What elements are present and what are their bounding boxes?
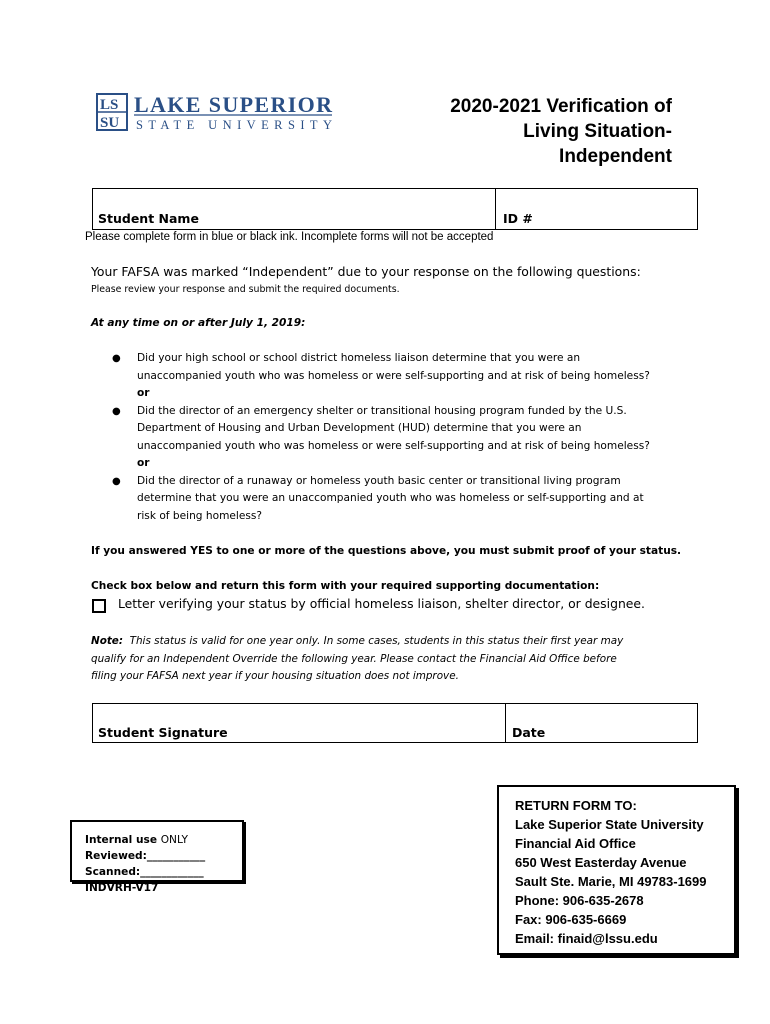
- return-line: Sault Ste. Marie, MI 49783-1699: [515, 874, 707, 889]
- note-lead: Note:: [91, 635, 124, 647]
- question-line: Department of Housing and Urban Development (HUD) determine that you were an: [137, 422, 582, 434]
- bullet-icon: ●: [112, 475, 121, 487]
- return-phone: Phone: 906-635-2678: [515, 893, 644, 908]
- ink-instruction: Please complete form in blue or black ink. Incomplete forms will not be accepted: [85, 231, 494, 243]
- return-fax: Fax: 906-635-6669: [515, 912, 627, 927]
- student-signature-label: Student Signature: [98, 725, 228, 740]
- student-id-label: ID #: [503, 211, 533, 226]
- note-line: This status is valid for one year only. In some cases, students in this status their first year may: [129, 635, 624, 647]
- fafsa-intro: Your FAFSA was marked “Independent” due to your response on the following questions:: [91, 264, 641, 279]
- letter-checkbox-label: Letter verifying your status by official homeless liaison, shelter director, or designee.: [118, 596, 645, 611]
- date-label: Date: [512, 725, 546, 740]
- title-line: Living Situation-: [523, 121, 672, 142]
- question-line: unaccompanied youth who was homeless or were self-supporting and at risk of being homeless?: [137, 439, 650, 452]
- question-line: risk of being homeless?: [137, 509, 263, 522]
- or-separator: or: [137, 457, 150, 469]
- return-address-box: [497, 785, 736, 955]
- university-logo: [96, 93, 336, 133]
- title-line: 2020-2021 Verification of: [450, 96, 672, 117]
- letter-checkbox[interactable]: [92, 599, 106, 613]
- student-info-divider: [495, 189, 496, 229]
- return-heading: RETURN FORM TO:: [515, 798, 637, 813]
- list-item: [112, 350, 702, 385]
- return-email[interactable]: Email: finaid@lssu.edu: [515, 931, 658, 946]
- note-line: qualify for an Independent Override the following year. Please contact the Financial Aid Office before: [91, 652, 617, 665]
- bullet-icon: ●: [112, 405, 121, 417]
- internal-use-box: [70, 820, 244, 894]
- form-title: [342, 94, 672, 169]
- signature-divider: [505, 704, 506, 742]
- date-condition: At any time on or after July 1, 2019:: [91, 317, 306, 329]
- question-line: Did the director of an emergency shelter or transitional housing program funded by the U.S.: [137, 404, 627, 417]
- internal-use-only: ONLY: [160, 834, 188, 846]
- logo-monogram-bottom: SU: [100, 115, 120, 131]
- bullet-icon: ●: [112, 353, 121, 364]
- title-line: Independent: [559, 146, 672, 167]
- logo-name: LAKE SUPERIOR: [134, 93, 332, 117]
- internal-use-title: Internal use: [85, 834, 157, 846]
- question-line: Did the director of a runaway or homeless youth basic center or transitional living program: [137, 474, 621, 487]
- student-name-label: Student Name: [98, 211, 199, 226]
- question-line: unaccompanied youth who was homeless or were self-supporting and at risk of being homeless?: [137, 369, 650, 382]
- scanned-line: Scanned:____________: [85, 866, 204, 878]
- review-instruction: Please review your response and submit the required documents.: [91, 284, 400, 295]
- or-separator: or: [137, 387, 150, 399]
- return-line: Lake Superior State University: [515, 817, 704, 832]
- checkbox-instruction: Check box below and return this form with your required supporting documentation:: [91, 580, 600, 592]
- return-line: Financial Aid Office: [515, 836, 636, 851]
- list-item: [112, 403, 702, 456]
- note-line: filing your FAFSA next year if your housing situation does not improve.: [91, 670, 459, 682]
- logo-monogram-top: LS: [100, 97, 119, 113]
- list-item: [112, 473, 702, 526]
- return-line: 650 West Easterday Avenue: [515, 855, 687, 870]
- form-code: INDVRH-V17: [85, 882, 159, 894]
- logo-subname: STATE UNIVERSITY: [136, 118, 332, 132]
- proof-requirement: If you answered YES to one or more of the questions above, you must submit proof of your status.: [91, 545, 682, 557]
- question-line: Did your high school or school district homeless liaison determine that you were an: [137, 352, 581, 364]
- reviewed-line: Reviewed:___________: [85, 850, 206, 862]
- lssu-logo-graphic: [96, 93, 336, 133]
- question-list: [112, 350, 702, 525]
- note-paragraph: [91, 633, 701, 686]
- question-line: determine that you were an unaccompanied youth who was homeless or self-supporting and at: [137, 492, 644, 504]
